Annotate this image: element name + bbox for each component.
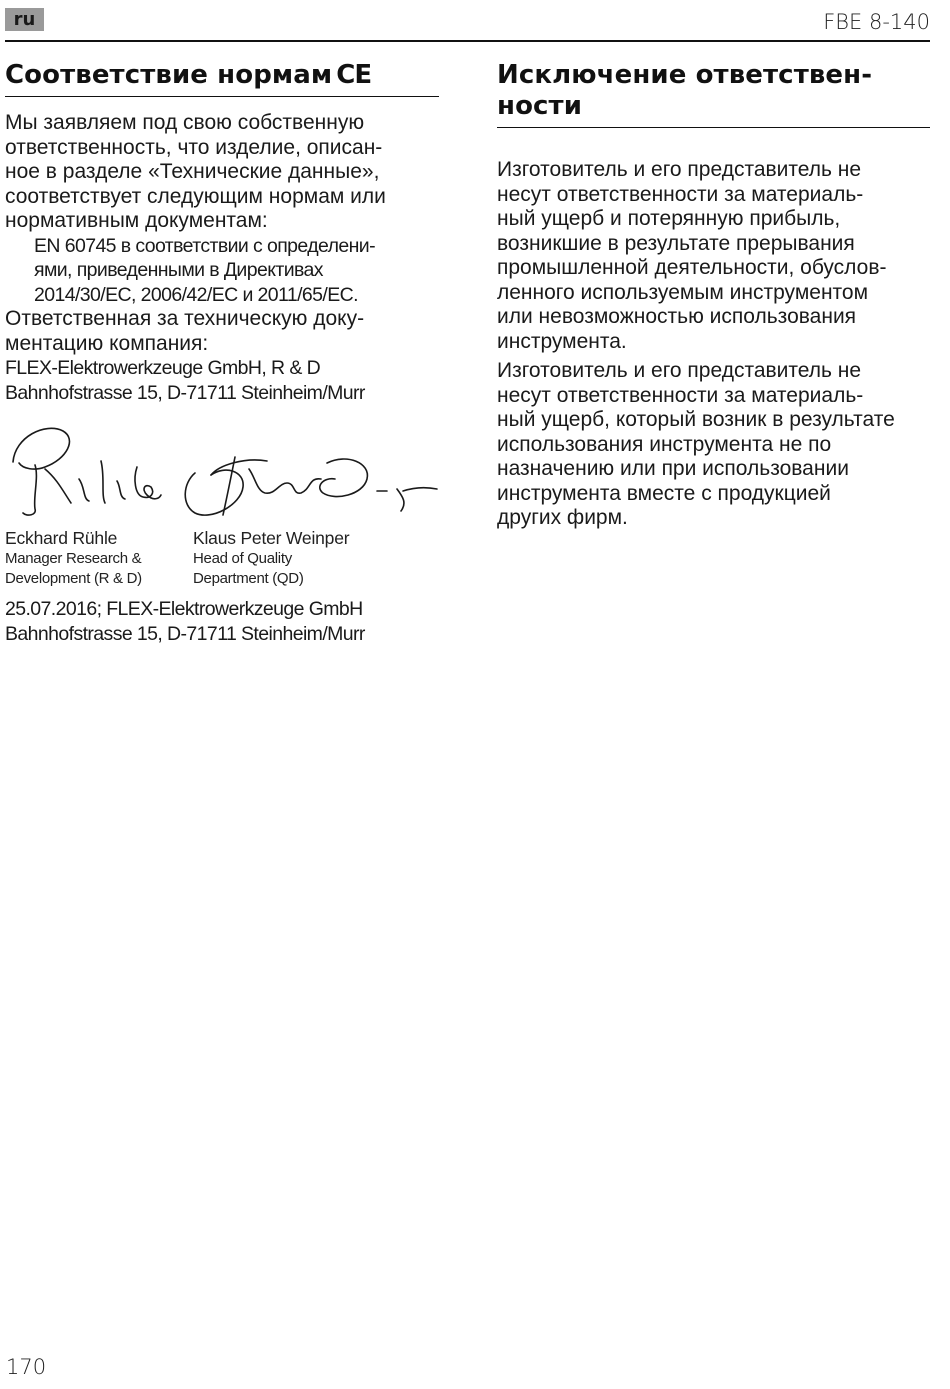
- date-and-address: 25.07.2016; FLEX-Elektrowerkzeuge GmbH Bahnhofstrasse 15, D-71711 Steinheim/Murr: [5, 598, 365, 645]
- liability-heading: Исключение ответствен- ности: [497, 60, 930, 128]
- signer-role: Manager Research & Development (R & D): [5, 550, 142, 587]
- signer-name: Eckhard Rühle: [5, 528, 118, 548]
- header-rule: [5, 40, 930, 42]
- liability-paragraph-2: Изготовитель и его представитель не несут ответственности за материаль- ный ущерб, который возник в результате использования инструмента не по назначению или при использовании инструмента вместе с продукцией других фирм.: [497, 359, 895, 529]
- conformity-section: [5, 60, 439, 646]
- documentation-intro: Ответственная за техническую доку- ментацию компания:: [5, 307, 365, 355]
- language-tag: ru: [5, 8, 44, 31]
- signer-role: Head of Quality Department (QD): [193, 550, 304, 587]
- handwritten-signatures-icon: [5, 417, 439, 527]
- page-number: 170: [6, 1355, 47, 1379]
- signer-2: [193, 527, 439, 589]
- ce-mark-icon: CE: [336, 60, 372, 90]
- model-name: FBE 8-140: [823, 10, 930, 34]
- signers-list: [5, 527, 439, 589]
- conformity-standards: EN 60745 в соответствии с определени- ями, приведенными в Директивах 2014/30/EC, 2006/42/EC и 2011/65/EC.: [34, 234, 375, 306]
- conformity-heading-text: Соответствие нормам: [5, 60, 333, 90]
- liability-section: [497, 60, 930, 531]
- documentation-company: FLEX-Elektrowerkzeuge GmbH, R & D Bahnhofstrasse 15, D-71711 Steinheim/Murr: [5, 357, 365, 404]
- conformity-heading: [5, 60, 439, 97]
- signer-1: [5, 527, 193, 589]
- liability-paragraph-1: Изготовитель и его представитель не несут ответственности за материаль- ный ущерб и потерянную прибыль, возникшие в результате прерывания промышленной деятельности, обуслов- ленного используемым инструментом или невозможностью использования инструмента.: [497, 158, 887, 353]
- signatures: [5, 417, 439, 527]
- signer-name: Klaus Peter Weinper: [193, 528, 350, 548]
- conformity-declaration: Мы заявляем под свою собственную ответственность, что изделие, описан- ное в разделе «Технические данные», соответствует следующим нормам или нормативным документам:: [5, 111, 386, 232]
